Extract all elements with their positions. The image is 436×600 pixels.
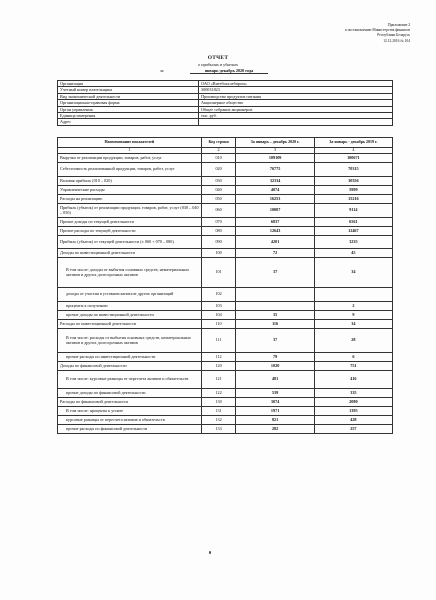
row-current: 76775: [236, 163, 314, 177]
row-current: 539: [236, 389, 314, 398]
appendix-note: [220, 23, 410, 44]
row-name: Себестоимость реализованной продукции, товаров, работ, услуг: [58, 163, 202, 177]
report-title: ОТЧЕТ: [207, 55, 229, 61]
row-name: прочие расходы по финансовой деятельности: [58, 425, 202, 434]
row-previous: 751: [314, 362, 392, 371]
row-current: 4074: [236, 186, 314, 195]
row-previous: 100671: [314, 154, 392, 163]
info-value: Производство продуктов питания: [199, 93, 393, 99]
appendix-line: Республики Беларусь: [377, 33, 410, 38]
table-row: [58, 218, 393, 227]
row-code: 010: [201, 154, 236, 163]
row-previous: 70315: [314, 163, 392, 177]
row-name: Расходы на реализацию: [58, 195, 202, 204]
info-value: Акционерное общество: [199, 100, 393, 106]
row-current: 72: [236, 249, 314, 258]
row-name: Доходы по финансовой деятельности: [58, 362, 202, 371]
scan-dot: [209, 551, 211, 554]
row-current: 282: [236, 425, 314, 434]
info-value: 300031823: [199, 87, 393, 93]
row-name: Прочие расходы по текущей деятельности: [58, 227, 202, 236]
row-previous: 5999: [314, 186, 392, 195]
row-name: В том числе: доходы от выбытия основных средств, нематериальных активов и других долгосрочных активов: [58, 258, 202, 288]
row-current: 6837: [236, 218, 314, 227]
row-code: 133: [201, 425, 236, 434]
row-previous: 30356: [314, 177, 392, 186]
row-code: 130: [201, 398, 236, 407]
appendix-line: 12.12.2016 № 104: [383, 38, 410, 43]
row-previous: [314, 288, 392, 302]
row-code: 102: [201, 288, 236, 302]
row-code: 120: [201, 362, 236, 371]
info-label: Единица измерения: [58, 113, 199, 119]
row-current: 35: [236, 311, 314, 320]
table-row: [58, 398, 393, 407]
table-row: [58, 236, 393, 249]
row-current: 1020: [236, 362, 314, 371]
row-current: 37: [236, 329, 314, 353]
row-name: Расходы по инвестиционной деятельности: [58, 320, 202, 329]
row-name: Выручка от реализации продукции, товаров, работ, услуг: [58, 154, 202, 163]
row-code: 030: [201, 177, 236, 186]
row-name: Доходы по инвестиционной деятельности: [58, 249, 202, 258]
row-current: 79: [236, 353, 314, 362]
report-subtitle: о прибылях и убытках: [198, 62, 238, 67]
row-current: 3074: [236, 398, 314, 407]
column-number: 4: [314, 148, 392, 154]
row-code: 101: [201, 258, 236, 288]
row-previous: 15216: [314, 195, 392, 204]
row-code: 040: [201, 186, 236, 195]
organization-info-table: [57, 80, 393, 126]
row-name: Расходы по финансовой деятельности: [58, 398, 202, 407]
table-row: [58, 258, 393, 288]
row-code: 121: [201, 371, 236, 389]
table-row: [58, 353, 393, 362]
info-value: Общее собрание акционеров: [199, 106, 393, 112]
period-prefix: за: [160, 68, 164, 73]
row-current: 37: [236, 258, 314, 288]
row-name: Прочие доходы по текущей деятельности: [58, 218, 202, 227]
row-previous: 34: [314, 320, 392, 329]
row-current: 116: [236, 320, 314, 329]
table-header-row: [58, 138, 393, 148]
row-name: Валовая прибыль (010 – 020): [58, 177, 202, 186]
row-current: 821: [236, 416, 314, 425]
appendix-line: Приложение 2: [388, 23, 410, 27]
info-label: Организация: [58, 81, 199, 87]
row-previous: 428: [314, 416, 392, 425]
row-name: Прибыль (убыток) от текущей деятельности (± 060 + 070 – 080): [58, 236, 202, 249]
table-row: [58, 204, 393, 218]
info-label: Адрес: [58, 119, 199, 125]
table-row: [58, 186, 393, 195]
row-previous: 335: [314, 389, 392, 398]
row-code: 131: [201, 407, 236, 416]
info-value: тыс. руб.: [199, 113, 393, 119]
table-row: [58, 302, 393, 311]
row-code: 070: [201, 218, 236, 227]
info-value: [199, 119, 393, 125]
row-previous: 3235: [314, 236, 392, 249]
row-name: проценты к получению: [58, 302, 202, 311]
row-name: В том числе: расходы от выбытия основных средств, нематериальных активов и других долгосрочных активов: [58, 329, 202, 353]
row-code: 060: [201, 204, 236, 218]
header-code: Код строки: [201, 138, 236, 148]
table-row: [58, 154, 393, 163]
row-name: прочие расходы по инвестиционной деятельности: [58, 353, 202, 362]
row-previous: 6: [314, 353, 392, 362]
header-previous: За январь - декабрь 2019 г.: [314, 138, 392, 148]
header-current: За январь – декабрь 2020 г.: [236, 138, 314, 148]
row-current: 109109: [236, 154, 314, 163]
period-value: январь-декабрь 2020 года: [190, 68, 268, 74]
table-row: [58, 407, 393, 416]
row-current: 32334: [236, 177, 314, 186]
table-row: [58, 288, 393, 302]
row-previous: 2080: [314, 398, 392, 407]
table-row: [58, 177, 393, 186]
info-label: Вид экономической деятельности: [58, 93, 199, 99]
row-name: Прибыль (убыток) от реализации продукции, товаров, работ, услуг (030 – 040 – 050): [58, 204, 202, 218]
appendix-line: к постановлению Министерства финансов: [344, 28, 410, 33]
row-previous: 2: [314, 302, 392, 311]
row-name: В том числе: курсовые разницы от пересчета активов и обязательств: [58, 371, 202, 389]
table-row: [58, 362, 393, 371]
row-previous: 257: [314, 425, 392, 434]
table-row: [58, 371, 393, 389]
row-code: 050: [201, 195, 236, 204]
row-code: 090: [201, 236, 236, 249]
row-name: прочие доходы по финансовой деятельности: [58, 389, 202, 398]
table-row: [58, 163, 393, 177]
row-code: 111: [201, 329, 236, 353]
profit-loss-table: [57, 137, 393, 434]
table-row: [58, 329, 393, 353]
row-previous: 416: [314, 371, 392, 389]
table-row: [58, 249, 393, 258]
row-name: доходы от участия в уставном капитале других организаций: [58, 288, 202, 302]
row-code: 112: [201, 353, 236, 362]
column-number: 2: [201, 148, 236, 154]
table-row: [58, 227, 393, 236]
info-label: Орган управления: [58, 106, 199, 112]
row-name: Управленческие расходы: [58, 186, 202, 195]
row-previous: 9: [314, 311, 392, 320]
row-code: 100: [201, 249, 236, 258]
column-number: 1: [58, 148, 202, 154]
info-row: [58, 119, 393, 125]
table-row: [58, 311, 393, 320]
row-code: 122: [201, 389, 236, 398]
row-current: 16253: [236, 195, 314, 204]
row-current: [236, 288, 314, 302]
header-name: Наименование показателей: [58, 138, 202, 148]
row-code: 103: [201, 302, 236, 311]
row-current: 481: [236, 371, 314, 389]
row-name: В том числе: проценты к уплате: [58, 407, 202, 416]
table-row: [58, 195, 393, 204]
row-current: 10007: [236, 204, 314, 218]
row-previous: 1395: [314, 407, 392, 416]
info-label: Организационно-правовая форма: [58, 100, 199, 106]
info-value: ОАО «Витебскхлебпром»: [199, 81, 393, 87]
row-previous: 12467: [314, 227, 392, 236]
row-previous: 45: [314, 249, 392, 258]
row-previous: 34: [314, 258, 392, 288]
table-row: [58, 425, 393, 434]
column-number: 3: [236, 148, 314, 154]
row-current: [236, 302, 314, 311]
row-current: 4201: [236, 236, 314, 249]
row-current: 1971: [236, 407, 314, 416]
table-row: [58, 320, 393, 329]
row-code: 020: [201, 163, 236, 177]
row-previous: 28: [314, 329, 392, 353]
table-row: [58, 389, 393, 398]
row-name: прочие доходы по инвестиционной деятельности: [58, 311, 202, 320]
row-previous: 6561: [314, 218, 392, 227]
row-code: 110: [201, 320, 236, 329]
row-name: курсовые разницы от пересчета активов и обязательств: [58, 416, 202, 425]
row-code: 104: [201, 311, 236, 320]
table-row: [58, 416, 393, 425]
info-label: Учетный номер плательщика: [58, 87, 199, 93]
row-previous: 9114: [314, 204, 392, 218]
row-code: 132: [201, 416, 236, 425]
row-code: 080: [201, 227, 236, 236]
row-current: 12643: [236, 227, 314, 236]
